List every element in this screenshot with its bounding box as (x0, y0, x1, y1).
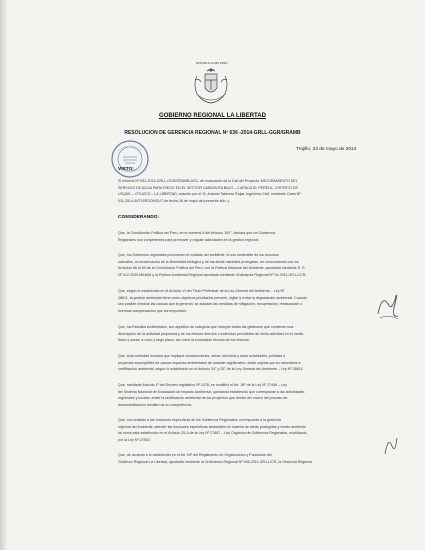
official-seal-stamp-icon (110, 139, 150, 179)
paragraph-regulation (118, 452, 336, 465)
paragraph-human-activity (118, 353, 336, 373)
text-line: Nº 012-2009-MINAM y la Política Ambiental Regional aprobada mediante Ordenanza Regional Nº 34-2011-GR-LL/CR; (118, 273, 307, 278)
paragraph-visto (118, 178, 336, 205)
text-line: Que, la Constitución Política del Perú, en el numeral 8 del Artículo 192°, declara que los Gobiernos (118, 231, 276, 235)
resolution-title: RESOLUCION DE GERENCIA REGIONAL Nº 636 -2014-GRLL-GGR/GRAMB (124, 130, 301, 136)
text-line: Que, mediante Artículo 1º del Decreto legislativo Nº 1078, se modificó el Art. 16º de la Ley Nº 27446 – Ley (118, 383, 287, 387)
paragraph-environmental-studies (118, 324, 336, 344)
text-line: proyectos susceptibles de causar impactos ambientales de carácter significativo, están sujetas por su naturaleza a (118, 360, 301, 365)
paragraph-constitution (118, 230, 336, 243)
text-line: regionales y locales, emitir la certificación ambiental de los proyectos que dentro del marco del proceso de (118, 396, 288, 401)
text-line: 28611, la gestión ambiental tiene como objetivos prioritarios prevenir, vigilar y evitar la degradación ambiental. Cuando (118, 295, 307, 300)
text-line: SERVICIO DE AGUA PARA RIEGO EN EL SECTOR CANDAVITA BAJO – CUENCA EL PERELIL, DISTRITO DE (118, 185, 298, 190)
text-line: Que, toda actividad humana que implique construcciones, obras, servicios y otras actividades, políticas o (118, 354, 286, 358)
page-edge-shadow (0, 0, 8, 550)
text-line: regional del Ambiente, atender las funciones específicas sectoriales en materia de áreas protegidas y medio ambiente (118, 424, 306, 429)
paragraph-legislative-decree (118, 382, 336, 409)
text-line: Que, los Estudios Ambientales, son aquellos de categoría que incluyen todas las gestiones que contienen una (118, 325, 294, 329)
text-line: físico y social, a corto y largo plazo, así como la evaluación técnica de los mismos; (118, 338, 250, 343)
section-visto: VISTO: (118, 167, 134, 172)
text-line: descripción de la actividad propuesta y de los efectos directos o indirectos previsibles de dicha actividad en el medio (118, 331, 304, 336)
text-line: El Informe Nº 051-2014-GRLL-GGR/GRAMB-ASC, de evaluación de la DIA del Proyecto: MEJORAMIENTO DEL (118, 179, 298, 183)
peru-coat-of-arms-icon (189, 66, 233, 106)
handwritten-initials-icon (374, 288, 402, 322)
text-line: Gobierno Regional La Libertad, aprobado mediante la Ordenanza Regional Nº 008-2011-GR-LL/CR, la Gerencia Regional (118, 459, 313, 464)
text-line: descentralización resulten de su competencia; (118, 403, 192, 408)
section-considerando: CONSIDERANDO: (118, 215, 160, 220)
issuing-authority: GOBIERNO REGIONAL LA LIBERTAD (159, 113, 266, 119)
paragraph-environment-law (118, 288, 336, 315)
text-line: sea posible eliminar las causas que la generan, se adoptan las medidas de mitigación, recuperación, restauración o (118, 302, 303, 307)
text-line: Que, los Gobiernos regionales promueven el cuidado del ambiente, el uso sostenible de los recursos (118, 253, 279, 257)
text-line: por la Ley Nº 27902; (118, 438, 151, 443)
text-line: Regionales son competentes para promover y regular actividades en la gestión regional; (118, 237, 259, 242)
handwritten-mark-icon (382, 432, 400, 460)
text-line: del Sistema Nacional de Evaluación de Impacto Ambiental, quedando establecido que corresponde a las autoridades (118, 389, 305, 394)
text-line: Que, según lo establecido en el Artículo VI del Título Preliminar de la Ley General del Ambiente – Ley Nº (118, 289, 285, 293)
text-line: USQUIL – OTUZCO – LA LIBERTAD, suscrito por el Sr. Antonio Talavera Rojas, Ingeniero Civil, mediante Carta Nº (118, 192, 301, 197)
text-line: certificación ambiental, según lo establecido en el Artículo 24° y 25° de la Ley General del Ambiente – Ley Nº 28611; (118, 367, 304, 372)
text-line: naturales, la conservación de la diversidad biológica y de las áreas naturales protegidas, en concordancia con los (118, 259, 299, 264)
paragraph-regional-governments (118, 252, 336, 279)
text-line: Artículos 66 al 69 de la Constitución Política del Perú, con la Política Nacional del Ambiente, aprobada mediante D. S. (118, 266, 306, 271)
paragraph-specific-functions (118, 417, 336, 444)
text-line: 011-2014-AVT/GRDCN/SUT de fecha 28 de mayo del presente año, y (118, 199, 230, 204)
text-line: tal como está establecido en el Artículo 25-A de la Ley Nº 27867 – Ley Orgánica de Gobiernos Regionales, modificada (118, 431, 307, 436)
document-date: Trujillo, 23 de mayo de 2014 (296, 147, 357, 152)
crest-caption: REPUBLICA DEL PERU (196, 61, 228, 65)
text-line: Que, de acuerdo a lo establecido en el Art. 94º del Reglamento de Organización y Funciones del (118, 453, 272, 457)
text-line: eventual compensación que correspondan; (118, 309, 187, 314)
text-line: Que, con relación a las funciones específicas de los Gobiernos Regionales, corresponde a la gerencia (118, 418, 281, 422)
